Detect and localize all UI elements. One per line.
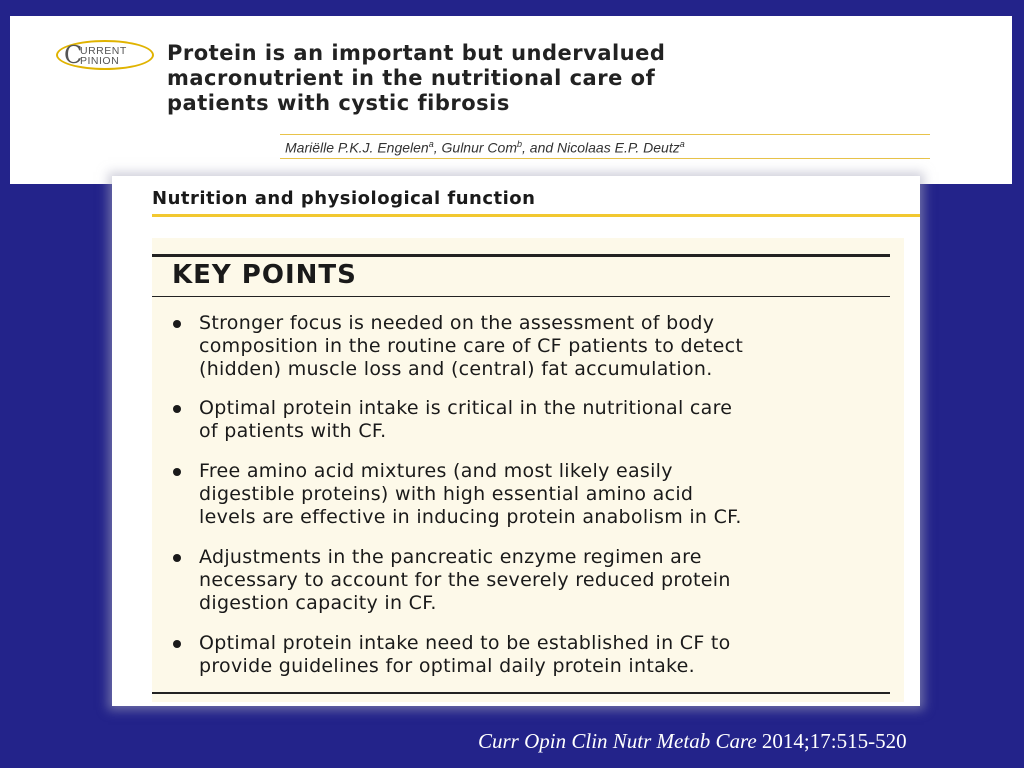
author-affiliation: b — [516, 139, 522, 149]
author-affiliation: a — [428, 139, 434, 149]
key-points-top-rule — [152, 254, 890, 257]
key-point-line: Adjustments in the pancreatic enzyme regimen are — [199, 546, 702, 568]
author-name: Gulnur Com — [441, 139, 517, 156]
bullet-icon — [173, 320, 181, 328]
authors-top-rule — [280, 134, 930, 135]
bullet-icon — [173, 554, 181, 562]
key-point-item — [199, 312, 919, 381]
citation — [478, 729, 907, 754]
key-points-bottom-rule — [152, 692, 890, 694]
logo-line2: PINION — [80, 55, 120, 67]
article-title-line1: Protein is an important but undervalued — [167, 41, 666, 65]
key-point-line: Optimal protein intake need to be established in CF to — [199, 632, 731, 654]
authors-line — [285, 139, 685, 156]
authors-bottom-rule — [280, 158, 930, 159]
key-point-item — [199, 460, 919, 529]
article-title — [167, 41, 787, 116]
key-point-item — [199, 632, 919, 678]
key-point-line: of patients with CF. — [199, 420, 387, 442]
key-point-line: (hidden) muscle loss and (central) fat accumulation. — [199, 358, 713, 380]
key-point-line: Stronger focus is needed on the assessment of body — [199, 312, 715, 334]
key-point-line: digestible proteins) with high essential amino acid — [199, 483, 694, 505]
logo-wordmark — [80, 46, 127, 66]
logo-emblem: C — [64, 41, 83, 69]
key-point-line: necessary to account for the severely reduced protein — [199, 569, 731, 591]
author-separator: , and — [522, 139, 558, 156]
article-title-line3: patients with cystic fibrosis — [167, 91, 510, 115]
article-title-line2: macronutrient in the nutritional care of — [167, 66, 656, 90]
key-point-item — [199, 397, 919, 443]
author-affiliation: a — [679, 139, 685, 149]
citation-reference: 2014;17:515-520 — [761, 729, 907, 753]
section-heading: Nutrition and physiological function — [152, 188, 536, 209]
author-name: Nicolaas E.P. Deutz — [557, 139, 680, 156]
key-point-line: levels are effective in inducing protein anabolism in CF. — [199, 506, 742, 528]
article-header-card — [10, 16, 1012, 184]
key-point-line: provide guidelines for optimal daily protein intake. — [199, 655, 695, 677]
author-name: Mariëlle P.K.J. Engelen — [285, 139, 429, 156]
bullet-icon — [173, 405, 181, 413]
bullet-icon — [173, 468, 181, 476]
key-points-title: KEY POINTS — [172, 260, 357, 290]
key-points-title-rule — [152, 296, 890, 297]
key-point-line: digestion capacity in CF. — [199, 592, 437, 614]
key-point-item — [199, 546, 919, 615]
citation-journal: Curr Opin Clin Nutr Metab Care — [478, 729, 757, 753]
logo-line1: URRENT — [80, 45, 127, 57]
bullet-icon — [173, 640, 181, 648]
author-separator: , — [433, 139, 442, 156]
current-opinion-logo — [56, 40, 154, 70]
key-point-line: composition in the routine care of CF patients to detect — [199, 335, 744, 357]
key-point-line: Optimal protein intake is critical in the nutritional care — [199, 397, 733, 419]
key-point-line: Free amino acid mixtures (and most likely easily — [199, 460, 673, 482]
section-rule — [152, 214, 920, 217]
key-points-panel — [112, 176, 920, 706]
